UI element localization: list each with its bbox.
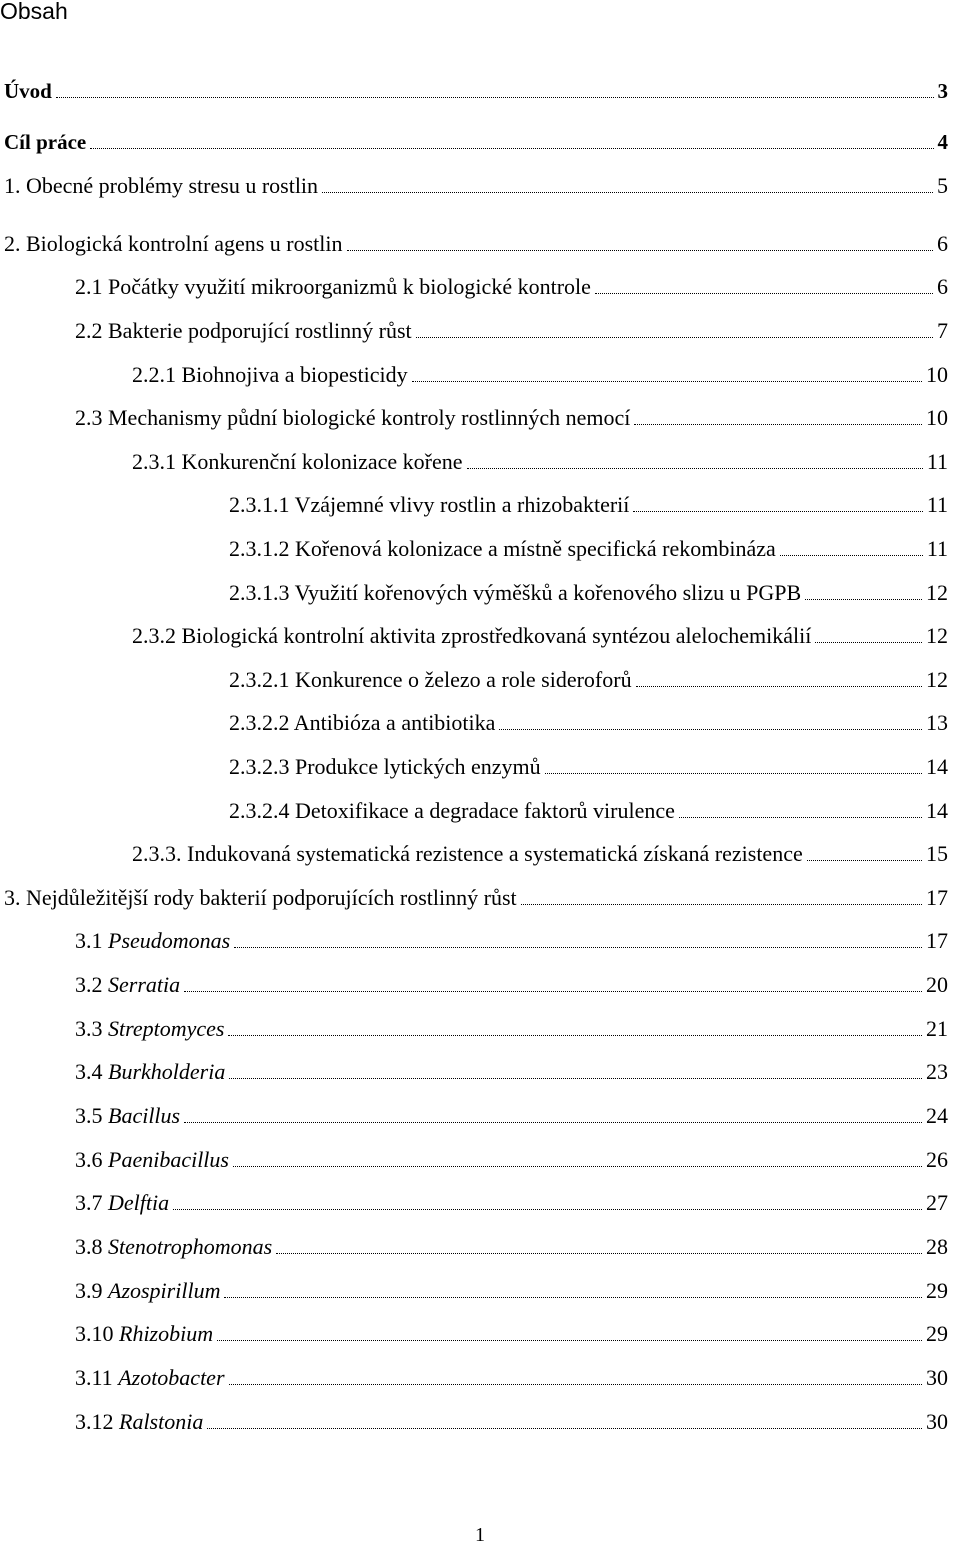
page-title: Obsah <box>0 0 68 24</box>
toc-entry-page: 24 <box>926 1103 948 1128</box>
toc-entry-page: 21 <box>926 1016 948 1041</box>
toc-entry-page: 30 <box>926 1365 948 1390</box>
toc-entry-text: Bakterie podporující rostlinný růst <box>108 318 412 343</box>
toc-entry <box>132 620 948 650</box>
toc-entry-number: 3.3 <box>75 1016 103 1041</box>
toc-entry <box>229 751 948 781</box>
toc-entry-text: Počátky využití mikroorganizmů k biologické kontrole <box>108 274 591 299</box>
toc-entry-text: Biologická kontrolní agens u rostlin <box>26 231 343 256</box>
toc-entry-number: 2.2.1 <box>132 362 176 387</box>
toc-entry <box>75 1231 948 1261</box>
toc-entry-title <box>4 884 517 912</box>
toc-dot-leader <box>807 859 922 861</box>
toc-entry-text: Detoxifikace a degradace faktorů virulence <box>295 798 675 823</box>
toc-entry-text: Konkurence o železo a role sideroforů <box>295 667 632 692</box>
toc-entry-genus-name: Bacillus <box>108 1103 181 1128</box>
toc-entry <box>4 882 948 912</box>
toc-dot-leader <box>595 292 933 294</box>
toc-dot-leader <box>233 1165 922 1167</box>
toc-entry-title <box>229 579 801 607</box>
toc-entry-title <box>75 317 412 345</box>
toc-entry-title <box>229 491 629 519</box>
toc-entry-title <box>229 666 632 694</box>
toc-entry-number: 2.3.1 <box>132 449 176 474</box>
toc-dot-leader <box>173 1208 922 1210</box>
footer-page-number: 1 <box>475 1524 485 1546</box>
toc-entry-title <box>229 753 541 781</box>
toc-entry-page: 28 <box>926 1234 948 1259</box>
toc-entry-title <box>75 1364 225 1392</box>
toc-entry-number: 2. <box>4 231 21 256</box>
toc-entry <box>229 795 948 825</box>
toc-entry <box>75 1362 948 1392</box>
toc-entry-title <box>75 1015 224 1043</box>
toc-dot-leader <box>416 336 933 338</box>
toc-dot-leader <box>184 1121 922 1123</box>
toc-entry-genus-name: Stenotrophomonas <box>108 1234 273 1259</box>
toc-dot-leader <box>467 467 923 469</box>
toc-entry-number: 3.6 <box>75 1147 103 1172</box>
toc-entry-number: 3.4 <box>75 1059 103 1084</box>
toc-entry-title <box>75 1058 225 1086</box>
toc-entry-title <box>75 1408 203 1436</box>
toc-entry-page: 6 <box>937 231 948 256</box>
toc-entry-page: 6 <box>937 274 948 299</box>
toc-entry-page: 29 <box>926 1278 948 1303</box>
toc-dot-leader <box>634 423 922 425</box>
toc-entry-number: 2.3.2.4 <box>229 798 290 823</box>
toc-entry-text: Obecné problémy stresu u rostlin <box>26 173 319 198</box>
toc-entry-page: 27 <box>926 1190 948 1215</box>
toc-dot-leader <box>805 598 922 600</box>
toc-entry-title <box>229 709 495 737</box>
toc-dot-leader <box>229 1383 922 1385</box>
toc-entry <box>4 228 948 258</box>
toc-entry <box>4 75 948 105</box>
toc-entry-number: 3.9 <box>75 1278 103 1303</box>
toc-entry-number: 2.2 <box>75 318 103 343</box>
toc-entry-page: 30 <box>926 1409 948 1434</box>
toc-entry-page: 23 <box>926 1059 948 1084</box>
toc-entry-title <box>75 1320 213 1348</box>
toc-entry-text: Biologická kontrolní aktivita zprostředkovaná syntézou alelochemikálií <box>181 623 812 648</box>
toc-entry <box>75 925 948 955</box>
toc-entry-title <box>75 1233 272 1261</box>
toc-entry-text: Vzájemné vlivy rostlin a rhizobakterií <box>294 492 630 517</box>
toc-entry-title <box>4 230 343 258</box>
toc-entry <box>75 1144 948 1174</box>
toc-entry <box>229 707 948 737</box>
toc-entry-title <box>75 1102 180 1130</box>
toc-entry-page: 26 <box>926 1147 948 1172</box>
toc-entry-genus-name: Rhizobium <box>119 1321 214 1346</box>
toc-entry-page: 11 <box>926 449 948 474</box>
toc-entry-title <box>75 971 180 999</box>
toc-dot-leader <box>499 728 922 730</box>
toc-entry-number: 1. <box>4 173 21 198</box>
toc-entry <box>75 402 948 432</box>
toc-dot-leader <box>679 816 922 818</box>
toc-entry-page: 17 <box>926 928 948 953</box>
toc-entry-number: 3.2 <box>75 972 103 997</box>
toc-dot-leader <box>207 1427 922 1429</box>
toc-entry-genus-name: Azotobacter <box>118 1365 225 1390</box>
toc-entry-title <box>75 1189 169 1217</box>
toc-entry-text: Produkce lytických enzymů <box>295 754 541 779</box>
toc-entry <box>75 969 948 999</box>
toc-entry <box>4 170 948 200</box>
toc-entry-page: 11 <box>926 492 948 517</box>
toc-entry <box>75 1187 948 1217</box>
toc-entry-genus-name: Azospirillum <box>108 1278 221 1303</box>
toc-entry-number: 2.3.1.2 <box>229 536 290 561</box>
toc-entry <box>229 577 948 607</box>
toc-entry-page: 13 <box>926 710 948 735</box>
toc-entry-page: 12 <box>926 623 948 648</box>
toc-entry <box>75 1406 948 1436</box>
toc-entry-title <box>75 404 630 432</box>
toc-dot-leader <box>322 191 933 193</box>
toc-entry <box>4 126 948 156</box>
toc-entry-text: Využití kořenových výměšků a kořenového slizu u PGPB <box>294 580 802 605</box>
toc-entry-title <box>75 1277 220 1305</box>
toc-entry-genus-name: Paenibacillus <box>108 1147 229 1172</box>
toc-dot-leader <box>412 380 922 382</box>
toc-entry <box>229 664 948 694</box>
toc-entry-number: 3.1 <box>75 928 103 953</box>
toc-dot-leader <box>228 1034 922 1036</box>
toc-entry-number: 2.3 <box>75 405 103 430</box>
toc-entry-page: 17 <box>926 885 948 910</box>
toc-dot-leader <box>229 1077 922 1079</box>
toc-entry-page: 14 <box>926 754 948 779</box>
toc-dot-leader <box>217 1339 922 1341</box>
toc-entry <box>75 1318 948 1348</box>
toc-entry-page: 5 <box>937 173 948 198</box>
toc-dot-leader <box>521 903 922 905</box>
toc-entry-text: Indukovaná systematická rezistence a systematická získaná rezistence <box>187 841 803 866</box>
toc-dot-leader <box>780 554 923 556</box>
toc-entry-number: 2.3.3. <box>132 841 182 866</box>
toc-dot-leader <box>347 249 933 251</box>
toc-entry-page: 14 <box>926 798 948 823</box>
toc-entry-number: 2.3.1.3 <box>229 580 290 605</box>
toc-entry-page: 12 <box>926 580 948 605</box>
toc-dot-leader <box>545 772 922 774</box>
toc-entry-number: 3.7 <box>75 1190 103 1215</box>
toc-entry-title <box>229 797 675 825</box>
toc-entry-genus-name: Serratia <box>108 972 181 997</box>
toc-entry-page: 20 <box>926 972 948 997</box>
toc-entry-genus-name: Ralstonia <box>119 1409 204 1434</box>
toc-entry-title <box>4 128 86 156</box>
toc-dot-leader <box>234 946 922 948</box>
toc-entry-title <box>132 448 463 476</box>
toc-entry-number: 3.8 <box>75 1234 103 1259</box>
toc-entry <box>75 1056 948 1086</box>
toc-entry-number: 2.3.2 <box>132 623 176 648</box>
toc-entry-genus-name: Delftia <box>108 1190 170 1215</box>
toc-entry-text: Nejdůležitější rody bakterií podporujících rostlinný růst <box>26 885 517 910</box>
toc-dot-leader <box>184 990 922 992</box>
toc-entry-page: 10 <box>926 362 948 387</box>
toc-dot-leader <box>90 147 933 149</box>
toc-entry <box>75 1275 948 1305</box>
toc-entry-text: Úvod <box>4 79 52 103</box>
toc-entry-page: 7 <box>937 318 948 343</box>
toc-entry-genus-name: Burkholderia <box>108 1059 226 1084</box>
toc-entry-number: 3.12 <box>75 1409 114 1434</box>
toc-entry <box>229 533 948 563</box>
toc-entry <box>75 1013 948 1043</box>
toc-entry-page: 11 <box>926 536 948 561</box>
toc-entry-number: 3.10 <box>75 1321 114 1346</box>
toc-entry-title <box>75 1146 229 1174</box>
toc-entry <box>132 359 948 389</box>
toc-entry-text: Antibióza a antibiotika <box>293 710 496 735</box>
toc-entry-title <box>229 535 776 563</box>
toc-entry-text: Kořenová kolonizace a místně specifická rekombináza <box>295 536 776 561</box>
toc-entry <box>75 1100 948 1130</box>
toc-entry-text: Biohnojiva a biopesticidy <box>181 362 408 387</box>
toc-entry-number: 2.1 <box>75 274 103 299</box>
toc-entry-page: 15 <box>926 841 948 866</box>
toc-entry-genus-name: Streptomyces <box>108 1016 225 1041</box>
toc-entry-number: 2.3.1.1 <box>229 492 290 517</box>
toc-entry <box>229 489 948 519</box>
toc-entry-page: 29 <box>926 1321 948 1346</box>
toc-entry-number: 2.3.2.1 <box>229 667 290 692</box>
toc-entry-title <box>4 172 318 200</box>
toc-entry-number: 3. <box>4 885 21 910</box>
toc-entry-genus-name: Pseudomonas <box>108 928 231 953</box>
toc-dot-leader <box>276 1252 922 1254</box>
toc-entry-text: Mechanismy půdní biologické kontroly rostlinných nemocí <box>108 405 631 430</box>
toc-entry-text: Cíl práce <box>4 130 87 154</box>
toc-entry-page: 3 <box>937 79 948 103</box>
toc-entry-title <box>132 361 408 389</box>
toc-entry-title <box>75 927 230 955</box>
toc-dot-leader <box>56 96 934 98</box>
toc-dot-leader <box>815 641 922 643</box>
toc-entry-number: 2.3.2.2 <box>229 710 290 735</box>
toc-entry-page: 4 <box>937 130 948 154</box>
toc-entry <box>75 315 948 345</box>
toc-entry-page: 10 <box>926 405 948 430</box>
toc-entry-title <box>132 622 811 650</box>
toc-dot-leader <box>633 510 922 512</box>
toc-entry <box>132 446 948 476</box>
toc-entry-text: Konkurenční kolonizace kořene <box>181 449 463 474</box>
toc-entry-number: 2.3.2.3 <box>229 754 290 779</box>
toc-entry <box>132 838 948 868</box>
toc-entry-number: 3.11 <box>75 1365 113 1390</box>
toc-entry-title <box>4 77 52 105</box>
toc-dot-leader <box>636 685 922 687</box>
toc-entry-page: 12 <box>926 667 948 692</box>
toc-entry-number: 3.5 <box>75 1103 103 1128</box>
toc-entry-title <box>132 840 803 868</box>
toc-entry <box>75 271 948 301</box>
toc-dot-leader <box>224 1296 922 1298</box>
toc-entry-title <box>75 273 591 301</box>
